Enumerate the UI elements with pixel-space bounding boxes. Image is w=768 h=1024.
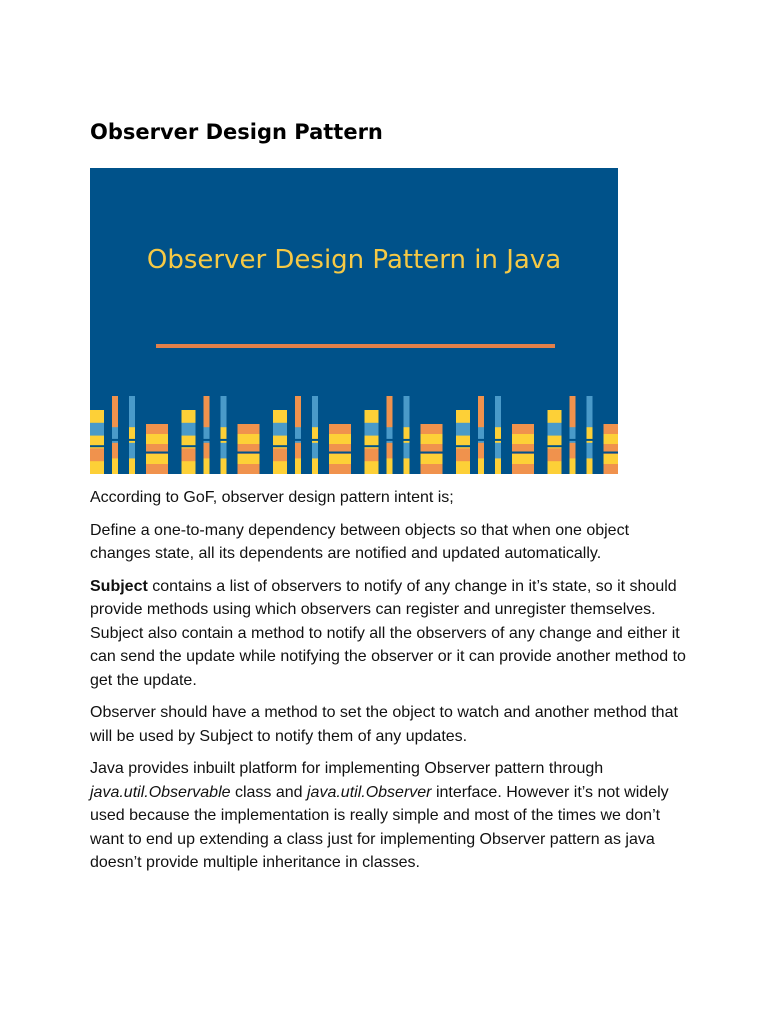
book-spine-segment [495, 396, 501, 412]
book-spine-segment [404, 443, 410, 459]
book-spine-segment [604, 454, 619, 465]
book-spine-stripe [295, 439, 301, 441]
book-spine-segment [456, 423, 470, 436]
banner-graphic [90, 168, 618, 474]
book-spine-segment [129, 396, 135, 412]
book-spine-segment [604, 434, 619, 445]
book-spine-stripe [604, 452, 619, 454]
book-spine-segment [365, 410, 379, 423]
banner-divider [156, 344, 555, 348]
subject-paragraph [90, 575, 690, 693]
book-spine-segment [365, 461, 379, 474]
book-spine-segment [478, 443, 484, 459]
book-spine-stripe [329, 452, 351, 454]
book-spine-segment [387, 412, 393, 428]
book-spine-segment [221, 396, 227, 412]
book-spine-segment [204, 443, 210, 459]
book-spine-segment [112, 443, 118, 459]
book-spine-segment [421, 434, 443, 445]
book-spine-segment [90, 448, 104, 461]
book-spine-segment [604, 424, 619, 435]
book-spine-stripe [182, 445, 196, 447]
book-spine-segment [587, 396, 593, 412]
book-spine-stripe [312, 439, 318, 441]
book-spine-segment [548, 423, 562, 436]
banner-background [90, 168, 618, 474]
book-spine-segment [404, 412, 410, 428]
book-spine-stripe [273, 445, 287, 447]
book-spine-segment [570, 443, 576, 459]
book-spine-segment [329, 424, 351, 435]
book-spine-segment [387, 443, 393, 459]
java-text-b: class and [230, 783, 307, 801]
book-spine-segment [387, 458, 393, 474]
book-spine-segment [112, 412, 118, 428]
banner-image [90, 168, 618, 474]
book-spine-stripe [570, 439, 576, 441]
book-spine-stripe [548, 445, 562, 447]
book-spine-stripe [365, 445, 379, 447]
book-spine-segment [182, 410, 196, 423]
book-spine-segment [273, 410, 287, 423]
book-spine-segment [329, 434, 351, 445]
book-spine-segment [238, 454, 260, 465]
observer-paragraph: Observer should have a method to set the object to watch and another method that will be used by Subject to notify them of any updates. [90, 704, 678, 745]
book-spine-segment [495, 458, 501, 474]
book-spine-segment [587, 412, 593, 428]
book-spine-stripe [238, 452, 260, 454]
book-spine-stripe [204, 439, 210, 441]
book-spine-segment [329, 454, 351, 465]
subject-description: contains a list of observers to notify of any change in it’s state, so it should provide methods using which observers can register and unregister themselves. Subject also contain a method to notify all the observers of any change and either it can send the update while notifying the observer or it can provide another method to get the update. [90, 577, 686, 689]
book-spine-segment [238, 464, 260, 474]
book-spine-segment [112, 396, 118, 412]
book-spine-stripe [146, 452, 168, 454]
observable-class-name: java.util.Observable [90, 783, 231, 801]
book-spine-stripe [404, 439, 410, 441]
book-spine-segment [273, 423, 287, 436]
book-spine-segment [570, 412, 576, 428]
book-spine-segment [112, 458, 118, 474]
book-spine-segment [238, 424, 260, 435]
book-spine-segment [404, 458, 410, 474]
book-spine-segment [365, 448, 379, 461]
book-spine-stripe [112, 439, 118, 441]
java-text-c: interface. However it’s not widely used because the implementation is really simple and most of the times we don’t want to end up extending a class just for implementing Observer pattern as java doesn’t provide multiple inheritance in classes. [90, 783, 669, 871]
book-spine-segment [570, 458, 576, 474]
book-spine-segment [570, 396, 576, 412]
book-spine-segment [129, 458, 135, 474]
book-spine-segment [146, 434, 168, 445]
intent-intro: According to GoF, observer design pattern intent is; [90, 489, 454, 506]
observer-interface-name: java.util.Observer [307, 783, 432, 801]
book-spine-segment [90, 410, 104, 423]
book-spine-segment [129, 412, 135, 428]
book-spine-stripe [587, 439, 593, 441]
book-spine-segment [273, 448, 287, 461]
book-spine-segment [456, 448, 470, 461]
book-spine-segment [478, 396, 484, 412]
intent-definition: Define a one-to-many dependency between objects so that when one object changes state, all its dependents are notified and updated automatically. [90, 521, 630, 562]
book-spine-stripe [129, 439, 135, 441]
book-spine-segment [456, 461, 470, 474]
book-spine-segment [238, 434, 260, 445]
book-spine-stripe [456, 445, 470, 447]
book-spine-segment [478, 412, 484, 428]
java-text-a: Java provides inbuilt platform for implementing Observer pattern through [90, 760, 604, 777]
book-spine-segment [548, 448, 562, 461]
book-spine-segment [548, 461, 562, 474]
subject-term: Subject [90, 577, 148, 595]
book-spine-segment [221, 443, 227, 459]
book-spine-segment [495, 443, 501, 459]
book-spine-segment [204, 412, 210, 428]
book-spine-stripe [90, 445, 104, 447]
book-spine-segment [548, 410, 562, 423]
book-spine-segment [329, 464, 351, 474]
book-spine-segment [478, 458, 484, 474]
book-spine-segment [365, 423, 379, 436]
book-spine-stripe [512, 452, 534, 454]
book-spine-stripe [421, 452, 443, 454]
book-spine-segment [204, 458, 210, 474]
book-spine-segment [312, 396, 318, 412]
book-spine-segment [421, 454, 443, 465]
book-spine-segment [182, 423, 196, 436]
book-spine-segment [312, 412, 318, 428]
book-spine-segment [295, 443, 301, 459]
book-spine-segment [312, 443, 318, 459]
book-spine-segment [129, 443, 135, 459]
book-spine-segment [146, 454, 168, 465]
book-spine-segment [421, 424, 443, 435]
banner-title: Observer Design Pattern in Java [146, 245, 562, 275]
book-spine-segment [512, 464, 534, 474]
book-spine-stripe [478, 439, 484, 441]
book-spine-segment [512, 434, 534, 445]
book-spine-segment [312, 458, 318, 474]
book-spine-stripe [221, 439, 227, 441]
book-spine-segment [587, 458, 593, 474]
book-spine-segment [182, 448, 196, 461]
book-spine-segment [146, 464, 168, 474]
book-spine-segment [273, 461, 287, 474]
book-spine-segment [295, 458, 301, 474]
book-spine-segment [295, 396, 301, 412]
book-spine-segment [587, 443, 593, 459]
book-spine-segment [182, 461, 196, 474]
book-spine-segment [456, 410, 470, 423]
book-spine-stripe [495, 439, 501, 441]
book-spine-segment [421, 464, 443, 474]
book-spine-segment [387, 396, 393, 412]
book-spine-segment [90, 423, 104, 436]
book-spine-segment [404, 396, 410, 412]
book-spine-segment [221, 458, 227, 474]
book-spine-segment [146, 424, 168, 435]
book-spine-segment [295, 412, 301, 428]
article-body [90, 486, 690, 884]
book-spine-segment [604, 464, 619, 474]
book-spine-stripe [387, 439, 393, 441]
java-paragraph [90, 757, 690, 875]
book-spine-segment [495, 412, 501, 428]
book-spine-segment [90, 461, 104, 474]
page-title: Observer Design Pattern [90, 120, 383, 144]
book-spine-segment [221, 412, 227, 428]
book-spine-segment [204, 396, 210, 412]
book-spine-segment [512, 454, 534, 465]
book-spine-segment [512, 424, 534, 435]
